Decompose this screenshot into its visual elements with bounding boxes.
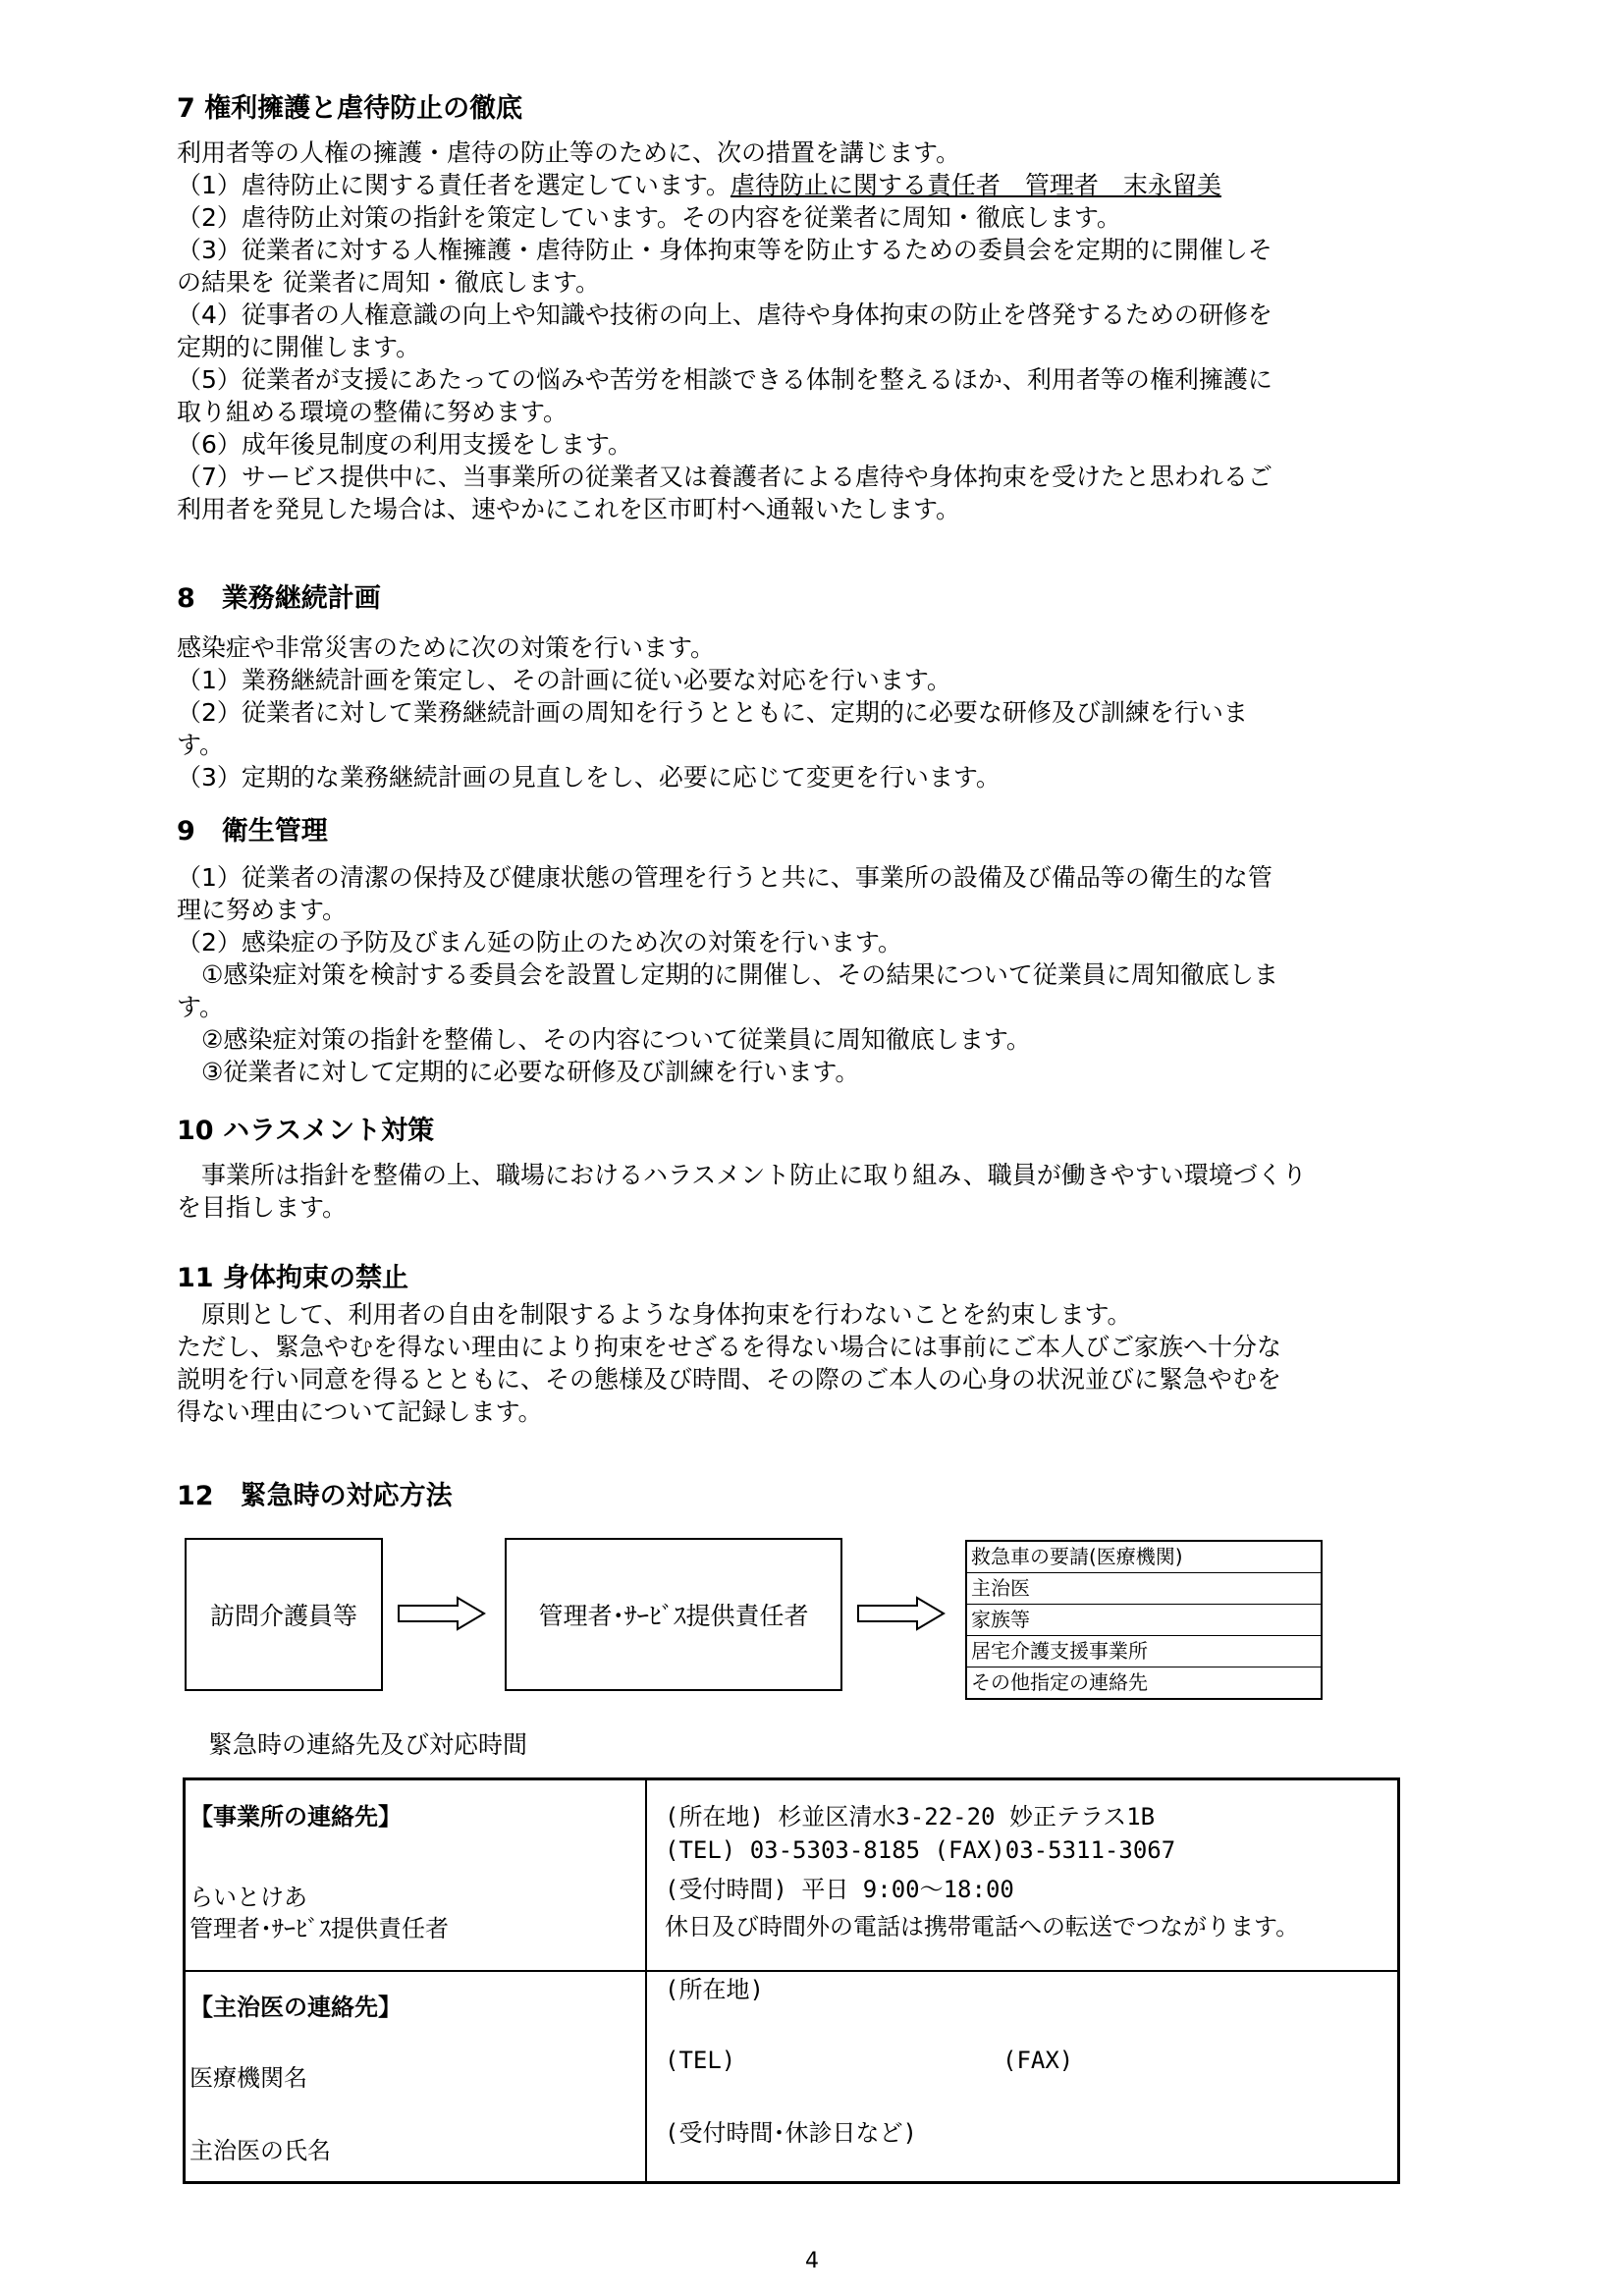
text-line: ただし、緊急やむを得ない理由により拘束をせざるを得ない場合には事前にご本人びご家族へ十分な — [177, 1333, 1282, 1361]
text-line: す。 — [177, 993, 225, 1021]
flow-box-manager — [505, 1538, 842, 1691]
text-line: 得ない理由について記録します。 — [177, 1397, 543, 1426]
destination-item: 主治医 — [967, 1572, 1321, 1604]
doctor-institution: 医療機関名 — [189, 2064, 307, 2092]
text-line: （6）成年後見制度の利用支援をします。 — [177, 430, 632, 459]
text-line: （4）従事者の人権意識の向上や知識や技術の向上、虐待や身体拘束の防止を啓発するための研修を — [177, 301, 1272, 329]
section-8-heading: 8 業務継続計画 — [177, 583, 381, 614]
text-line: （1）従業者の清潔の保持及び健康状態の管理を行うと共に、事業所の設備及び備品等の衛生的な管 — [177, 863, 1272, 892]
text-line: （1）業務継続計画を策定し、その計画に従い必要な対応を行います。 — [177, 666, 951, 694]
office-name: らいとけあ — [189, 1884, 307, 1911]
destination-item: その他指定の連絡先 — [967, 1667, 1321, 1698]
text-line: の結果を 従業者に周知・徹底します。 — [177, 268, 600, 297]
text-line — [177, 169, 1492, 201]
section-8-body — [177, 631, 1492, 793]
text-line: 原則として、利用者の自由を制限するような身体拘束を行わないことを約束します。 — [177, 1300, 1132, 1329]
text-line: を目指します。 — [177, 1193, 348, 1222]
section-10-body — [177, 1159, 1492, 1224]
text-line: ②感染症対策の指針を整備し、その内容について従業員に周知徹底します。 — [177, 1025, 1031, 1054]
text-line: 説明を行い同意を得るとともに、その態様及び時間、その際のご本人の心身の状況並びに緊急やむを — [177, 1365, 1282, 1394]
table-divider — [645, 1780, 647, 2181]
text-line: 事業所は指針を整備の上、職場におけるハラスメント防止に取り組み、職員が働きやすい環境づくり — [177, 1161, 1307, 1189]
text-line: （2）従業者に対して業務継続計画の周知を行うとともに、定期的に必要な研修及び訓練を行いま — [177, 698, 1248, 727]
doctor-hours: (受付時間･休診日など) — [665, 2119, 917, 2147]
section-9-body — [177, 861, 1492, 1088]
text-line: 理に努めます。 — [177, 896, 348, 924]
office-address: (所在地) 杉並区清水3-22-20 妙正テラス1B — [665, 1803, 1156, 1831]
doctor-address: (所在地) — [665, 1976, 764, 2003]
text-line: （3）従業者に対する人権擁護・虐待防止・身体拘束等を防止するための委員会を定期的に開催しそ — [177, 236, 1272, 264]
text-line: す。 — [177, 731, 225, 759]
destination-item: 家族等 — [967, 1604, 1321, 1635]
doctor-label: 【主治医の連絡先】 — [189, 1994, 402, 2021]
text-line: （3）定期的な業務継続計画の見直しをし、必要に応じて変更を行います。 — [177, 763, 1001, 792]
flow-box-home-helper — [185, 1538, 383, 1691]
abuse-prevention-responsible: 虐待防止に関する責任者 管理者 末永留美 — [730, 171, 1221, 199]
text-line: 取り組める環境の整備に努めます。 — [177, 398, 568, 426]
destination-item: 救急車の要請(医療機関) — [971, 1545, 1183, 1568]
section-7-body — [177, 137, 1492, 525]
destination-list — [965, 1540, 1323, 1700]
text-line: （2）感染症の予防及びまん延の防止のため次の対策を行います。 — [177, 928, 902, 957]
text-line: （7）サービス提供中に、当事業所の従業者又は養護者による虐待や身体拘束を受けたと思われるご — [177, 463, 1272, 491]
arrow-right-icon — [856, 1595, 947, 1632]
doctor-fax: (FAX) — [1002, 2047, 1074, 2074]
flow-box-label: 訪問介護員等 — [209, 1602, 357, 1630]
text-line: ①感染症対策を検討する委員会を設置し定期的に開催し、その結果について従業員に周知徹底しま — [177, 960, 1278, 989]
doctor-tel: (TEL) — [665, 2047, 736, 2074]
section-11-body — [177, 1298, 1492, 1428]
destination-item: 居宅介護支援事業所 — [967, 1635, 1321, 1667]
office-hours: (受付時間) 平日 9:00～18:00 — [665, 1876, 1014, 1903]
text-line: 感染症や非常災害のために次の対策を行います。 — [177, 633, 716, 662]
text-line: 利用者を発見した場合は、速やかにこれを区市町村へ通報いたします。 — [177, 495, 961, 523]
office-phone: (TEL) 03-5303-8185 (FAX)03-5311-3067 — [665, 1836, 1176, 1864]
table-divider — [186, 1970, 1397, 1972]
doctor-name: 主治医の氏名 — [189, 2137, 331, 2164]
section-10-heading: 10 ハラスメント対策 — [177, 1116, 435, 1146]
office-note: 休日及び時間外の電話は携帯電話への転送でつながります。 — [665, 1913, 1300, 1941]
contacts-title: 緊急時の連絡先及び対応時間 — [208, 1730, 528, 1759]
arrow-right-icon — [397, 1595, 487, 1632]
flow-box-label: 管理者･ｻｰﾋﾞｽ提供責任者 — [538, 1602, 809, 1630]
office-label: 【事業所の連絡先】 — [189, 1803, 402, 1831]
page-number: 4 — [805, 2249, 819, 2273]
text-line: 利用者等の人権の擁護・虐待の防止等のために、次の措置を講じます。 — [177, 138, 961, 167]
text-line: （2）虐待防止対策の指針を策定しています。その内容を従業者に周知・徹底します。 — [177, 203, 1121, 232]
text-line: 定期的に開催します。 — [177, 333, 421, 361]
section-12-heading: 12 緊急時の対応方法 — [177, 1481, 453, 1511]
text-line: （5）従業者が支援にあたっての悩みや苦労を相談できる体制を整えるほか、利用者等の権利擁護に — [177, 365, 1272, 394]
text-line-part: （1）虐待防止に関する責任者を選定しています。 — [177, 171, 731, 199]
contact-table — [183, 1777, 1400, 2184]
section-9-heading: 9 衛生管理 — [177, 816, 328, 847]
text-line: ③従業者に対して定期的に必要な研修及び訓練を行います。 — [177, 1058, 860, 1086]
section-11-heading: 11 身体拘束の禁止 — [177, 1263, 408, 1293]
section-7-heading: 7 権利擁護と虐待防止の徹底 — [177, 93, 523, 124]
office-role: 管理者･ｻｰﾋﾞｽ提供責任者 — [189, 1915, 449, 1942]
